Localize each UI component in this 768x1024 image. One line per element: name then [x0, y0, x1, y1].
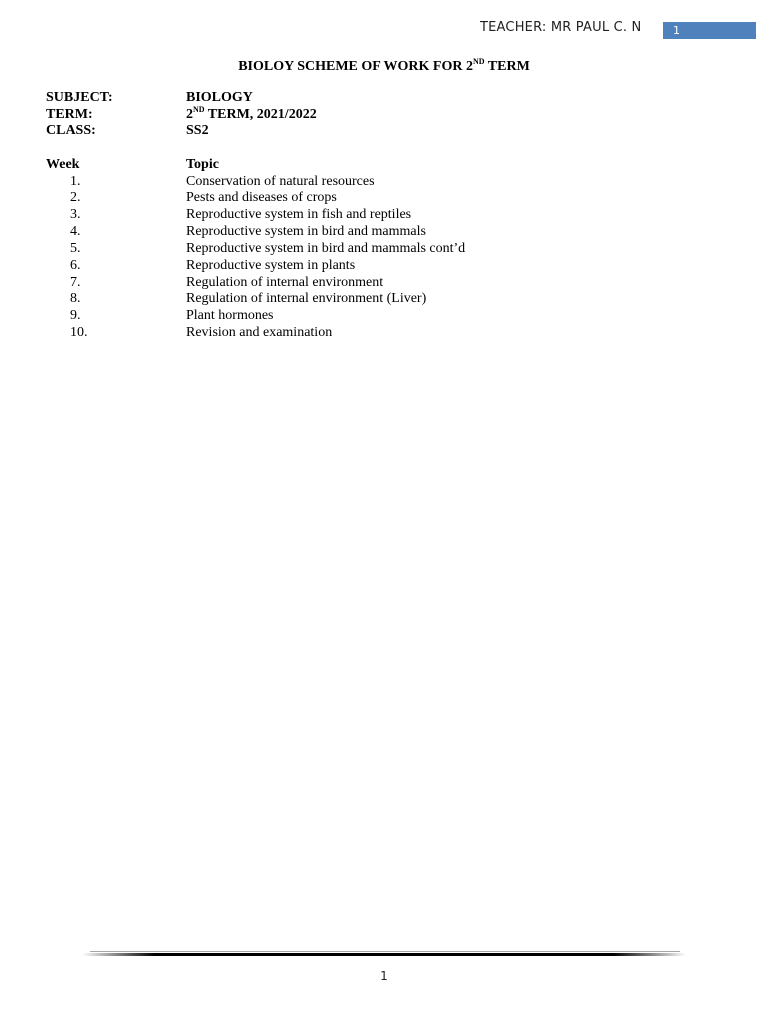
table-row — [46, 240, 465, 257]
class-row — [46, 122, 209, 139]
week-number: 4. — [70, 224, 81, 239]
footer-page-number: 1 — [380, 969, 388, 983]
table-row — [46, 173, 375, 190]
week-number: 8. — [70, 291, 81, 306]
topic-column-header: Topic — [186, 157, 219, 172]
week-number: 2. — [70, 190, 81, 205]
header-page-number-badge: 1 — [663, 22, 756, 39]
week-topic: Regulation of internal environment (Liver) — [186, 291, 427, 306]
class-value: SS2 — [186, 123, 209, 138]
week-topic: Reproductive system in bird and mammals — [186, 224, 426, 239]
footer-divider — [82, 953, 686, 956]
table-row — [46, 307, 274, 324]
week-number: 7. — [70, 275, 81, 290]
week-topic: Reproductive system in bird and mammals cont’d — [186, 241, 466, 256]
week-topic: Pests and diseases of crops — [186, 190, 337, 205]
week-topic: Revision and examination — [186, 325, 333, 340]
week-topic: Regulation of internal environment — [186, 275, 384, 290]
term-value-superscript: ND — [193, 105, 205, 114]
class-label: CLASS: — [46, 123, 96, 138]
term-value-prefix: 2 — [186, 107, 193, 122]
teacher-name: TEACHER: MR PAUL C. N — [480, 20, 642, 35]
week-topic: Conservation of natural resources — [186, 174, 375, 189]
term-value-suffix: TERM, 2021/2022 — [204, 107, 317, 122]
week-topic: Reproductive system in plants — [186, 258, 356, 273]
table-row — [46, 189, 337, 206]
week-number: 1. — [70, 174, 81, 189]
week-number: 3. — [70, 207, 81, 222]
footer-divider-shadow — [90, 951, 680, 952]
week-topic: Reproductive system in fish and reptiles — [186, 207, 412, 222]
table-row — [46, 274, 383, 291]
week-number: 9. — [70, 308, 81, 323]
table-row — [46, 257, 355, 274]
week-number: 10. — [70, 325, 88, 340]
subject-value: BIOLOGY — [186, 90, 253, 105]
week-column-header: Week — [46, 157, 80, 172]
subject-label: SUBJECT: — [46, 90, 113, 105]
week-topic: Plant hormones — [186, 308, 274, 323]
table-row — [46, 290, 426, 307]
subject-row — [46, 89, 253, 106]
table-row — [46, 223, 426, 240]
title-suffix: TERM — [484, 59, 530, 74]
week-number: 6. — [70, 258, 81, 273]
document-title — [0, 59, 768, 75]
term-value — [186, 106, 317, 123]
table-row — [46, 206, 411, 223]
table-header-row — [46, 156, 219, 173]
term-row — [46, 106, 317, 123]
table-row — [46, 324, 332, 341]
title-prefix: BIOLOY SCHEME OF WORK FOR 2 — [238, 59, 473, 74]
term-label: TERM: — [46, 107, 93, 122]
title-superscript: ND — [472, 57, 485, 66]
week-number: 5. — [70, 241, 81, 256]
